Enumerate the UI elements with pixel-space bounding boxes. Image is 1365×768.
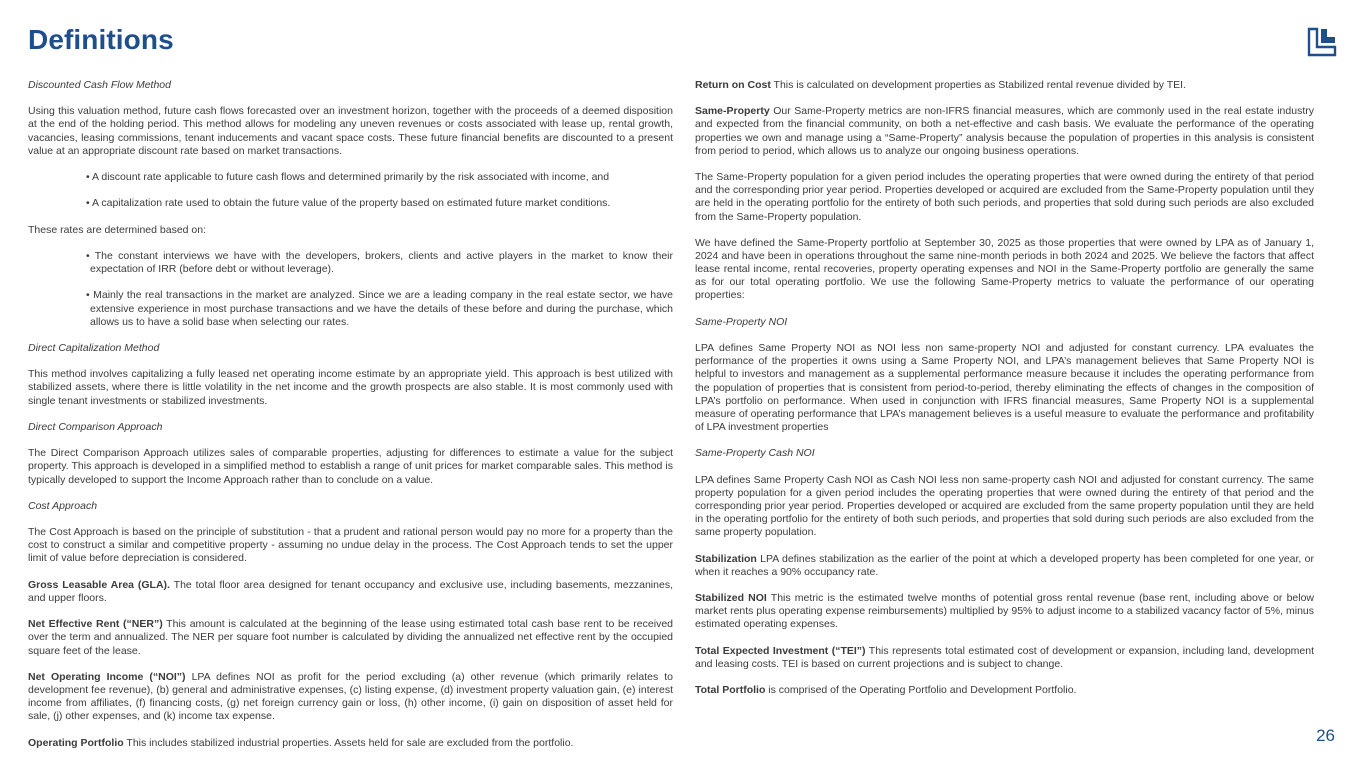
op-body: This includes stabilized industrial properties. Assets held for sale are excluded from the portfolio.: [123, 736, 574, 749]
ca-body: The Cost Approach is based on the principle of substitution - that a prudent and rational person would pay no more for a property than the cost to construct a similar and competitive property - assuming no undue delay in the process. The Cost Approach tends to set the upper limit of value before depreciation is considered.: [28, 526, 673, 565]
corner-bracket-logo-icon: [1306, 26, 1338, 58]
stab-term: Stabilization: [695, 552, 757, 565]
sp-body: Our Same-Property metrics are non-IFRS financial measures, which are commonly used in the real estate industry and expected from the financial community, on both a net-effective and cash basis. We evaluate the performance of the operating properties we own and manage using a “Same-Property” analysis because the population of properties in this analysis is consistent from period to period, which allows us to analyze our ongoing business operations.: [695, 105, 1314, 157]
op-term: Operating Portfolio: [28, 736, 124, 749]
tp-term: Total Portfolio: [695, 684, 766, 697]
noi-term: Net Operating Income (“NOI”): [28, 670, 186, 683]
noi-definition: [28, 671, 673, 724]
sp-term: Same-Property: [695, 105, 770, 118]
page-number: 26: [1316, 726, 1335, 745]
roc-body: This is calculated on development properties as Stabilized rental revenue divided by TEI.: [770, 79, 1187, 91]
sp-portfolio: We have defined the Same-Property portfolio at September 30, 2025 as those properties that were owned by LPA as of January 1, 2024 and have been in operations throughout the same nine-month periods in both 2024 and 2025. We believe the factors that affect lease rental income, rental recoveries, property operating expenses and NOI in the Same-Property portfolio are generally the same as for our total operating portfolio. We use the following Same-Property metrics to valuate the performance of our operating properties:: [695, 236, 1314, 302]
ner-definition: [28, 618, 673, 657]
ner-term: Net Effective Rent (“NER”): [28, 618, 163, 631]
gla-term: Gross Leasable Area (GLA).: [28, 578, 170, 591]
dca-heading: Direct Comparison Approach: [28, 420, 163, 433]
roc-definition: [695, 79, 1314, 92]
tp-body: is comprised of the Operating Portfolio and Development Portfolio.: [765, 684, 1077, 697]
op-definition: [28, 737, 673, 750]
spnoi-body: LPA defines Same Property NOI as NOI less non same-property NOI and adjusted for constant currency. LPA evaluates the performance of the properties it owns using a Same Property NOI, and LPA’s management believes that Same Property NOI is helpful to investors and management as a supplemental performance measure because it includes the operating performance from the population of properties that is consistent from period-to-period, thereby eliminating the effects of changes in the composition of LPA’s portfolio on performance. When used in conjunction with IFRS financial measures, Same Property NOI is a supplemental measure of operating performance that LPA’s management believes is a useful measure to evaluate the performance and profitability of LPA investment properties: [695, 342, 1314, 433]
gla-body: The total floor area designed for tenant occupancy and exclusive use, including basements, mezzanines, and upper floors.: [28, 578, 673, 604]
page-title: Definitions: [28, 24, 174, 55]
roc-term: Return on Cost: [695, 79, 771, 91]
sp-population: The Same-Property population for a given period includes the operating properties that were owned during the entirety of that period and the corresponding prior year period. Properties developed or acquired are excluded from the Same-Property population until they are held in the operating portfolio for the entirety of both such periods, and properties that sold during such periods are also excluded from the Same-Property population.: [695, 171, 1314, 223]
stab-body: LPA defines stabilization as the earlier of the point at which a developed property has been completed for one year, or when it reaches a 90% occupancy rate.: [695, 552, 1314, 578]
tei-body: This represents total estimated cost of development or expansion, including land, development and leasing costs. TEI is based on current projections and is subject to change.: [695, 644, 1315, 670]
spcash-heading: Same-Property Cash NOI: [695, 447, 815, 460]
dcf-bullet-1: • A discount rate applicable to future cash flows and determined primarily by the risk associated with income, and: [86, 171, 610, 184]
left-column: [28, 79, 673, 763]
snoi-body: This metric is the estimated twelve months of potential gross rental revenue (base rent, including above or below market rents plus operating expense reimbursements) multiplied by 95% to adjust income to a stabilized vacancy factor of 5%, minus estimated operating expenses.: [695, 591, 1315, 631]
ca-heading: Cost Approach: [28, 499, 98, 512]
dcm-heading: Direct Capitalization Method: [28, 342, 160, 355]
spnoi-heading: Same-Property NOI: [695, 315, 788, 328]
dca-body: The Direct Comparison Approach utilizes sales of comparable properties, adjusting for differences to estimate a value for the subject property. This approach is developed in a simplified method to establish a range of unit prices for market comparable sales. This method is typically developed to support the Income Approach rather than to conclude on a value.: [28, 447, 673, 486]
tp-definition: [695, 684, 1314, 697]
dcf-heading: Discounted Cash Flow Method: [28, 79, 171, 91]
dcm-body: This method involves capitalizing a fully leased net operating income estimate by an appropriate yield. This approach is best utilized with stabilized assets, where there is little volatility in the net income and the growth prospects are also stable. It is most commonly used with single tenant investments or stabilized investments.: [28, 368, 673, 407]
dcf-body: Using this valuation method, future cash flows forecasted over an investment horizon, together with the proceeds of a deemed disposition at the end of the holding period. This method allows for modeling any uneven revenues or costs associated with lease up, rental growth, vacancies, leasing commissions, tenant inducements and vacant space costs. These future financial benefits are discounted to a present value at an appropriate discount rate based on market transactions.: [28, 105, 673, 157]
gla-definition: [28, 579, 673, 605]
rates-intro: These rates are determined based on:: [28, 223, 207, 236]
snoi-definition: [695, 592, 1314, 631]
tei-definition: [695, 645, 1314, 671]
snoi-term: Stabilized NOI: [695, 591, 767, 604]
ner-body: This amount is calculated at the beginning of the lease using estimated total cash base rent to be received over the term and annualized. The NER per square foot number is calculated by dividing the annualized net effective rent by the occupied square feet of the lease.: [28, 618, 673, 657]
spcash-body: LPA defines Same Property Cash NOI as Cash NOI less non same-property cash NOI and adjusted for constant currency. The same property population for a given period includes the operating properties that were owned during the entirety of that period and the corresponding prior year period. Properties developed or acquired are excluded from the same property population until they are held in the operating portfolio for the entirety of both such periods, and properties that sold during such periods are also excluded from the same property population.: [695, 473, 1314, 539]
stab-definition: [695, 553, 1314, 579]
rates-bullet-1: • The constant interviews we have with the developers, brokers, clients and active players in the market to know their expectation of IRR (before debt or without leverage).: [86, 249, 673, 276]
sp-definition: [695, 105, 1314, 158]
noi-body: LPA defines NOI as profit for the period excluding (a) other revenue (which primarily relates to development fee revenue), (b) general and administrative expenses, (c) listing expense, (d) investment property valuation gain, (e) interest income from affiliates, (f) financing costs, (g) net foreign currency gain or loss, (h) other income, (i) gain on disposition of asset held for sale, (j) other expenses, and (k) income tax expense.: [28, 670, 673, 723]
rates-bullet-2: • Mainly the real transactions in the market are analyzed. Since we are a leading company in the real estate sector, we have extensive experience in most purchase transactions and we have the details of these before and during the purchase, which allows us to have a solid base when selecting our rates.: [86, 289, 673, 328]
dcf-bullet-2: • A capitalization rate used to obtain the future value of the property based on estimated future market conditions.: [86, 197, 611, 210]
tei-term: Total Expected Investment (“TEI”): [695, 644, 866, 657]
right-column: [695, 79, 1314, 710]
